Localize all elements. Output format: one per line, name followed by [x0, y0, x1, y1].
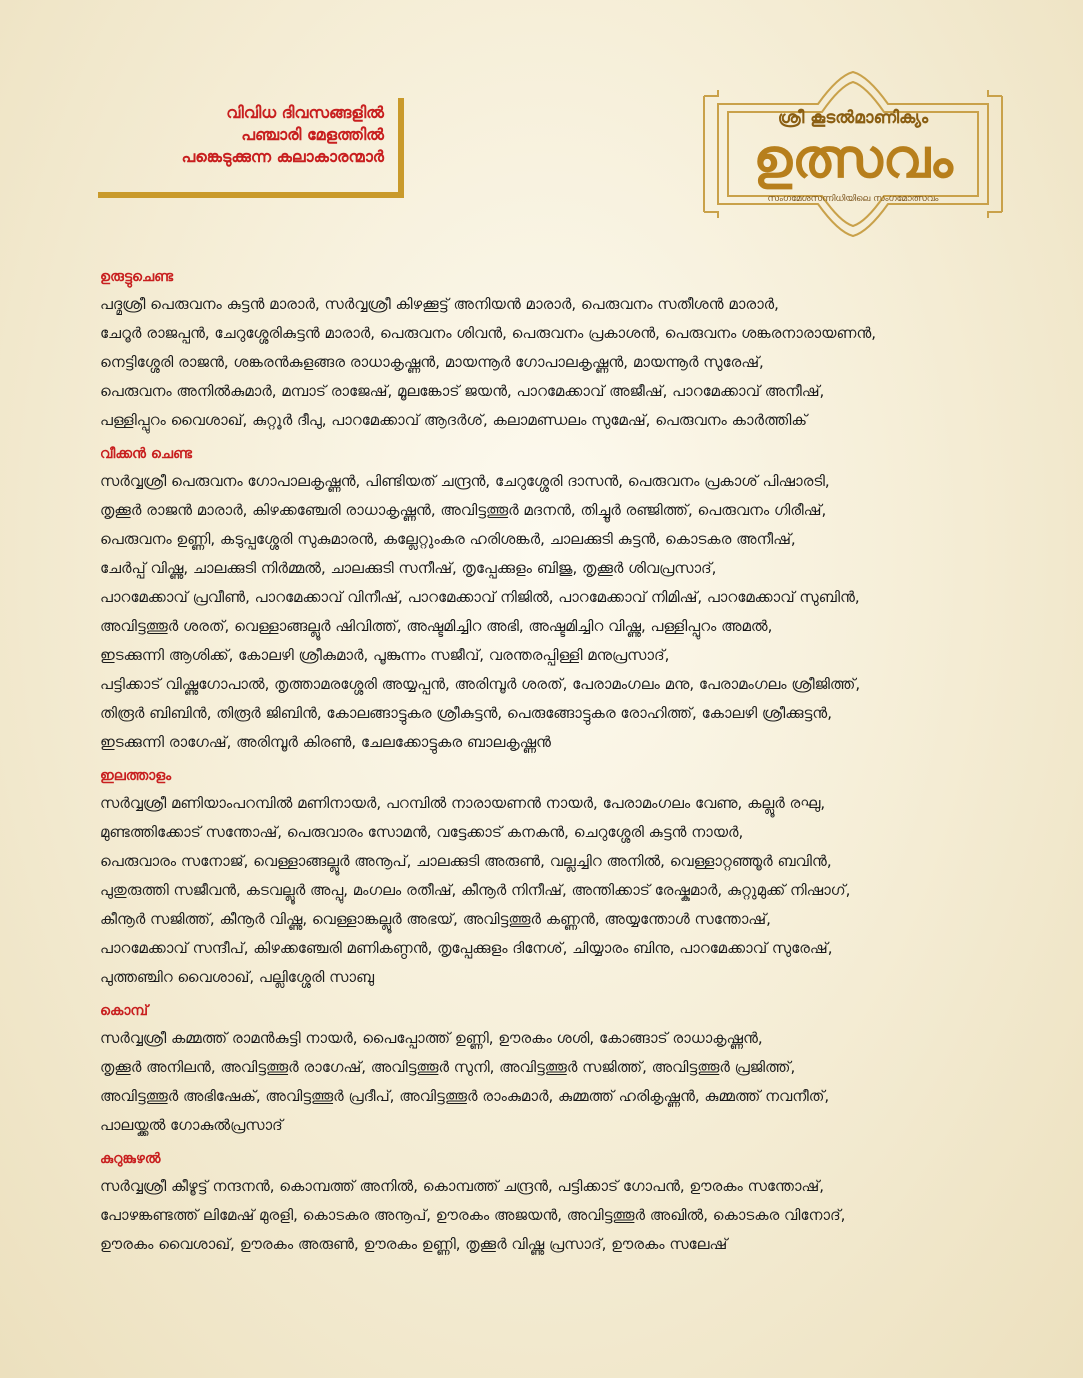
headline-line-1: വിവിധ ദിവസങ്ങളിൽ: [226, 103, 384, 122]
artist-line: പുത്തഞ്ചിറ വൈശാഖ്, പല്ലിശ്ശേരി സാബു: [100, 968, 374, 986]
artist-line: ഇടക്കുന്നി ആശിക്ക്, കോലഴി ശ്രീകുമാർ, പൂങ്കുന്നം സജീവ്, വരന്തരപ്പിള്ളി മനുപ്രസാദ്,: [100, 646, 670, 664]
headline-box: [98, 98, 404, 198]
artist-line: പാറമേക്കാവ് പ്രവീൺ, പാറമേക്കാവ് വിനീഷ്, പാറമേക്കാവ് നിജിൽ, പാറമേക്കാവ് നിമിഷ്, പാറമേക്കാവ് സുബിൻ,: [100, 588, 860, 606]
section: [100, 763, 1040, 992]
artist-line: തൃക്കൂർ അനിലൻ, അവിട്ടത്തൂർ രാഗേഷ്, അവിട്ടത്തൂർ സുനി, അവിട്ടത്തൂർ സജിത്ത്, അവിട്ടത്തൂർ പ്രജിത്ത്,: [100, 1058, 796, 1076]
artist-line: ഇടക്കുന്നി രാഗേഷ്, അരിമ്പൂർ കിരൺ, ചേലക്കോട്ടുകര ബാലകൃഷ്ണൻ: [100, 733, 551, 751]
artist-line: പോഴങ്കണ്ടത്ത് ലിമേഷ് മുരളി, കൊടകര അനൂപ്, ഊരകം അജയൻ, അവിട്ടത്തൂർ അഖിൽ, കൊടകര വിനോദ്,: [100, 1206, 846, 1224]
festival-logo: [698, 66, 1008, 242]
artist-list: [100, 264, 1040, 1265]
artist-line: സർവ്വശ്രീ കമ്മത്ത് രാമൻകുട്ടി നായർ, പൈപ്പോത്ത് ഉണ്ണി, ഊരകം ശശി, കോങ്ങാട് രാധാകൃഷ്ണൻ,: [100, 1029, 763, 1047]
section: [100, 1146, 1040, 1259]
artist-line: തിരൂർ ബിബിൻ, തിരൂർ ജിബിൻ, കോലങ്ങാട്ടുകര ശ്രീകുട്ടൻ, പെരുങ്ങോട്ടുകര രോഹിത്ത്, കോലഴി ശ്രീക്കുട്ടൻ,: [100, 704, 832, 722]
section: [100, 441, 1040, 757]
section-title: വീക്കൻ ചെണ്ട: [100, 446, 192, 462]
logo-title: ഉത്സവം: [753, 127, 953, 190]
artist-line: അവിട്ടത്തൂർ അഭിഷേക്, അവിട്ടത്തൂർ പ്രദീപ്, അവിട്ടത്തൂർ രാംകുമാർ, കുമ്മത്ത് ഹരികൃഷ്ണൻ, കുമ്മത്ത് നവനീത്,: [100, 1087, 830, 1105]
artist-line: പള്ളിപ്പുറം വൈശാഖ്, കുറ്റൂർ ദീപു, പാറമേക്കാവ് ആദർശ്, കലാമണ്ഡലം സുമേഷ്, പെരുവനം കാർത്തിക്: [100, 411, 808, 429]
artist-line: ചേറൂർ രാജപ്പൻ, ചേറുശ്ശേരികുട്ടൻ മാരാർ, പെരുവനം ശിവൻ, പെരുവനം പ്രകാശൻ, പെരുവനം ശങ്കരനാരായണൻ,: [100, 324, 877, 342]
artist-line: ചേർപ്പ് വിഷ്ണു, ചാലക്കുടി നിർമ്മൽ, ചാലക്കുടി സനീഷ്, തൃപ്പേക്കുളം ബിജു, തൃക്കൂർ ശിവപ്രസാദ്,: [100, 559, 717, 577]
artist-line: ഊരകം വൈശാഖ്, ഊരകം അരുൺ, ഊരകം ഉണ്ണി, തൃക്കൂർ വിഷ്ണു പ്രസാദ്, ഊരകം സലേഷ്: [100, 1235, 728, 1253]
section: [100, 998, 1040, 1140]
artist-line: പദ്മശ്രീ പെരുവനം കുട്ടൻ മാരാർ, സർവ്വശ്രീ കിഴക്കൂട്ട് അനിയൻ മാരാർ, പെരുവനം സതീശൻ മാരാർ,: [100, 295, 779, 313]
artist-line: സർവ്വശ്രീ പെരുവനം ഗോപാലകൃഷ്ണൻ, പിണ്ടിയത് ചന്ദ്രൻ, ചേറുശ്ശേരി ദാസൻ, പെരുവനം പ്രകാശ് പിഷാരടി,: [100, 472, 830, 490]
artist-line: സർവ്വശ്രീ കീഴൂട്ട് നന്ദനൻ, കൊമ്പത്ത് അനിൽ, കൊമ്പത്ത് ചന്ദ്രൻ, പട്ടിക്കാട് ഗോപൻ, ഊരകം സന്തോഷ്,: [100, 1177, 825, 1195]
section-title: കൊമ്പ്: [100, 1003, 149, 1019]
section-title: കുറുങ്കുഴൽ: [100, 1151, 161, 1167]
artist-line: പാറമേക്കാവ് സന്ദീപ്, കിഴക്കഞ്ചേരി മണികണ്ഠൻ, തൃപ്പേക്കുളം ദിനേശ്, ചിയ്യാരം ബിനു, പാറമേക്കാവ് സുരേഷ്,: [100, 939, 833, 957]
section: [100, 264, 1040, 435]
headline-line-2: പഞ്ചാരി മേളത്തിൽ: [241, 125, 384, 144]
section-title: ഉരുട്ടുചെണ്ട: [100, 269, 174, 285]
section-title: ഇലത്താളം: [100, 768, 172, 784]
artist-line: തൃക്കൂർ രാജൻ മാരാർ, കിഴക്കഞ്ചേരി രാധാകൃഷ്ണൻ, അവിട്ടത്തൂർ മദനൻ, തിച്ചൂർ രഞ്ജിത്ത്, പെരുവനം ഗിരീഷ്,: [100, 501, 827, 519]
headline-text: [182, 102, 384, 168]
logo-top-text: ശ്രീ കൂടൽമാണിക്യം: [777, 108, 929, 128]
artist-line: പുതുരുത്തി സജീവൻ, കടവല്ലൂർ അപ്പു, മംഗലം രതീഷ്, കീനൂർ നിനീഷ്, അന്തിക്കാട് രേഷ്കുമാർ, കുറ്റുമുക്ക് നിഷാഗ്,: [100, 881, 851, 899]
artist-line: പെരുവനം ഉണ്ണി, കടുപ്പശ്ശേരി സുകുമാരൻ, കല്ലേറ്റുംകര ഹരിശങ്കർ, ചാലക്കുടി കുട്ടൻ, കൊടകര അനീഷ്,: [100, 530, 796, 548]
artist-line: അവിട്ടത്തൂർ ശരത്, വെള്ളാങ്ങല്ലൂർ ഷിവിത്ത്, അഷ്ടമിച്ചിറ അഭി, അഷ്ടമിച്ചിറ വിഷ്ണു, പള്ളിപ്പുറം അമൽ,: [100, 617, 773, 635]
artist-line: നെട്ടിശ്ശേരി രാജൻ, ശങ്കരൻകുളങ്ങര രാധാകൃഷ്ണൻ, മായന്നൂർ ഗോപാലകൃഷ്ണൻ, മായന്നൂർ സുരേഷ്,: [100, 353, 764, 371]
artist-line: പെരുവനം അനിൽകുമാർ, മമ്പാട് രാജേഷ്, മൂലങ്കോട് ജയൻ, പാറമേക്കാവ് അജീഷ്, പാറമേക്കാവ് അനീഷ്,: [100, 382, 825, 400]
logo-subtitle: സംഗമേശസന്നിധിയിലെ സംഗമോത്സവം: [767, 194, 939, 204]
artist-line: സർവ്വശ്രീ മണിയാംപറമ്പിൽ മണിനായർ, പറമ്പിൽ നാരായണൻ നായർ, പേരാമംഗലം വേണു, കല്ലൂർ രഘു,: [100, 794, 826, 812]
artist-line: പെരുവാരം സനോജ്, വെള്ളാങ്ങല്ലൂർ അനൂപ്, ചാലക്കുടി അരുൺ, വല്ലച്ചിറ അനിൽ, വെള്ളാറ്റഞ്ഞൂർ ബവിൻ,: [100, 852, 832, 870]
artist-line: കീനൂർ സജിത്ത്, കീനൂർ വിഷ്ണു, വെള്ളാങ്കല്ലൂർ അഭയ്, അവിട്ടത്തൂർ കണ്ണൻ, അയ്യന്തോൾ സന്തോഷ്,: [100, 910, 771, 928]
headline-line-3: പങ്കെടുക്കുന്ന കലാകാരന്മാർ: [181, 147, 384, 166]
artist-line: പട്ടിക്കാട് വിഷ്ണുഗോപാൽ, തൃത്താമരശ്ശേരി അയ്യപ്പൻ, അരിമ്പൂർ ശരത്, പേരാമംഗലം മനു, പേരാമംഗലം ശ്രീജിത്ത്,: [100, 675, 861, 693]
artist-line: പാലയ്ക്കൽ ഗോകുൽപ്രസാദ്: [100, 1116, 283, 1134]
artist-line: മുണ്ടത്തിക്കോട് സന്തോഷ്, പെരുവാരം സോമൻ, വട്ടേക്കാട് കനകൻ, ചെറുശ്ശേരി കുട്ടൻ നായർ,: [100, 823, 744, 841]
